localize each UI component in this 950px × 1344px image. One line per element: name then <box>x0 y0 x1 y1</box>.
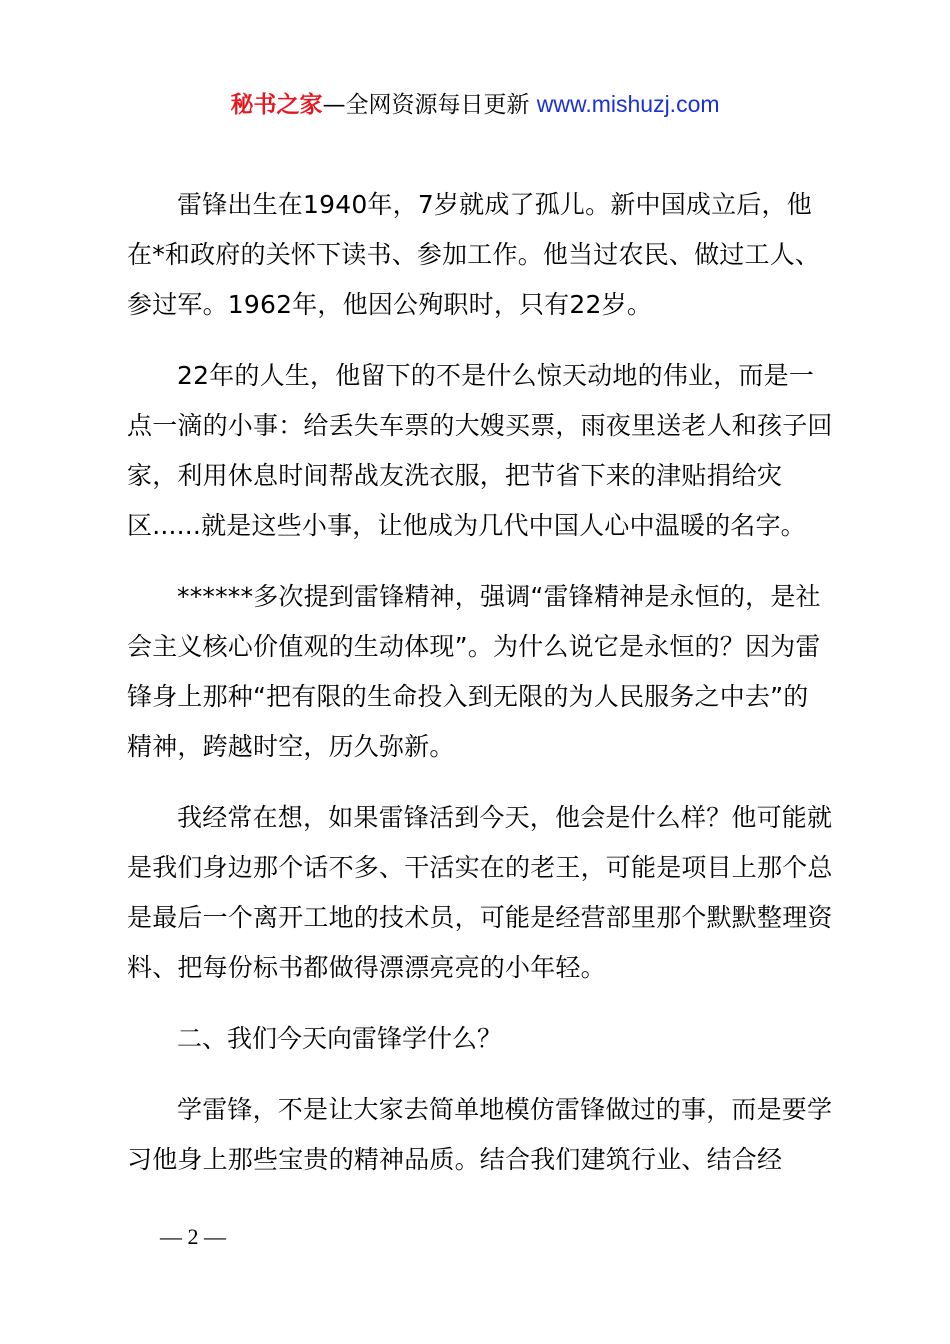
paragraph-4: 我经常在想，如果雷锋活到今天，他会是什么样？他可能就是我们身边那个话不多、干活实在的老王，可能是项目上那个总是最后一个离开工地的技术员，可能是经营部里那个默默整理资料、把每份标书都做得漂漂亮亮的小年轻。 <box>127 803 833 982</box>
header-tagline: —全网资源每日更新 <box>322 92 530 118</box>
page-number: — 2 — <box>160 1224 226 1249</box>
paragraph-1: 雷锋出生在1940年，7岁就成了孤儿。新中国成立后，他在*和政府的关怀下读书、参加工作。他当过农民、做过工人、参过军。1962年，他因公殉职时，只有22岁。 <box>127 190 821 319</box>
site-url-link[interactable]: www.mishuzj.com <box>536 91 720 117</box>
brand-name: 秘书之家 <box>230 92 323 118</box>
paragraph-5: 学雷锋，不是让大家去简单地模仿雷锋做过的事，而是要学习他身上那些宝贵的精神品质。结合我们建筑行业、结合经 <box>127 1095 833 1174</box>
paragraph-3: ******多次提到雷锋精神，强调“雷锋精神是永恒的，是社会主义核心价值观的生动体现”。为什么说它是永恒的？因为雷锋身上那种“把有限的生命投入到无限的为人民服务之中去”的精神，跨越时空，历久弥新。 <box>127 582 821 761</box>
paragraph-2: 22年的人生，他留下的不是什么惊天动地的伟业，而是一点一滴的小事：给丢失车票的大嫂买票，雨夜里送老人和孩子回家，利用休息时间帮战友洗衣服，把节省下来的津贴捐给灾区......就是这些小事，让他成为几代中国人心中温暖的名字。 <box>127 361 833 540</box>
section-heading: 二、我们今天向雷锋学什么？ <box>177 1024 503 1053</box>
document-body <box>127 180 833 1206</box>
site-header <box>0 88 950 121</box>
